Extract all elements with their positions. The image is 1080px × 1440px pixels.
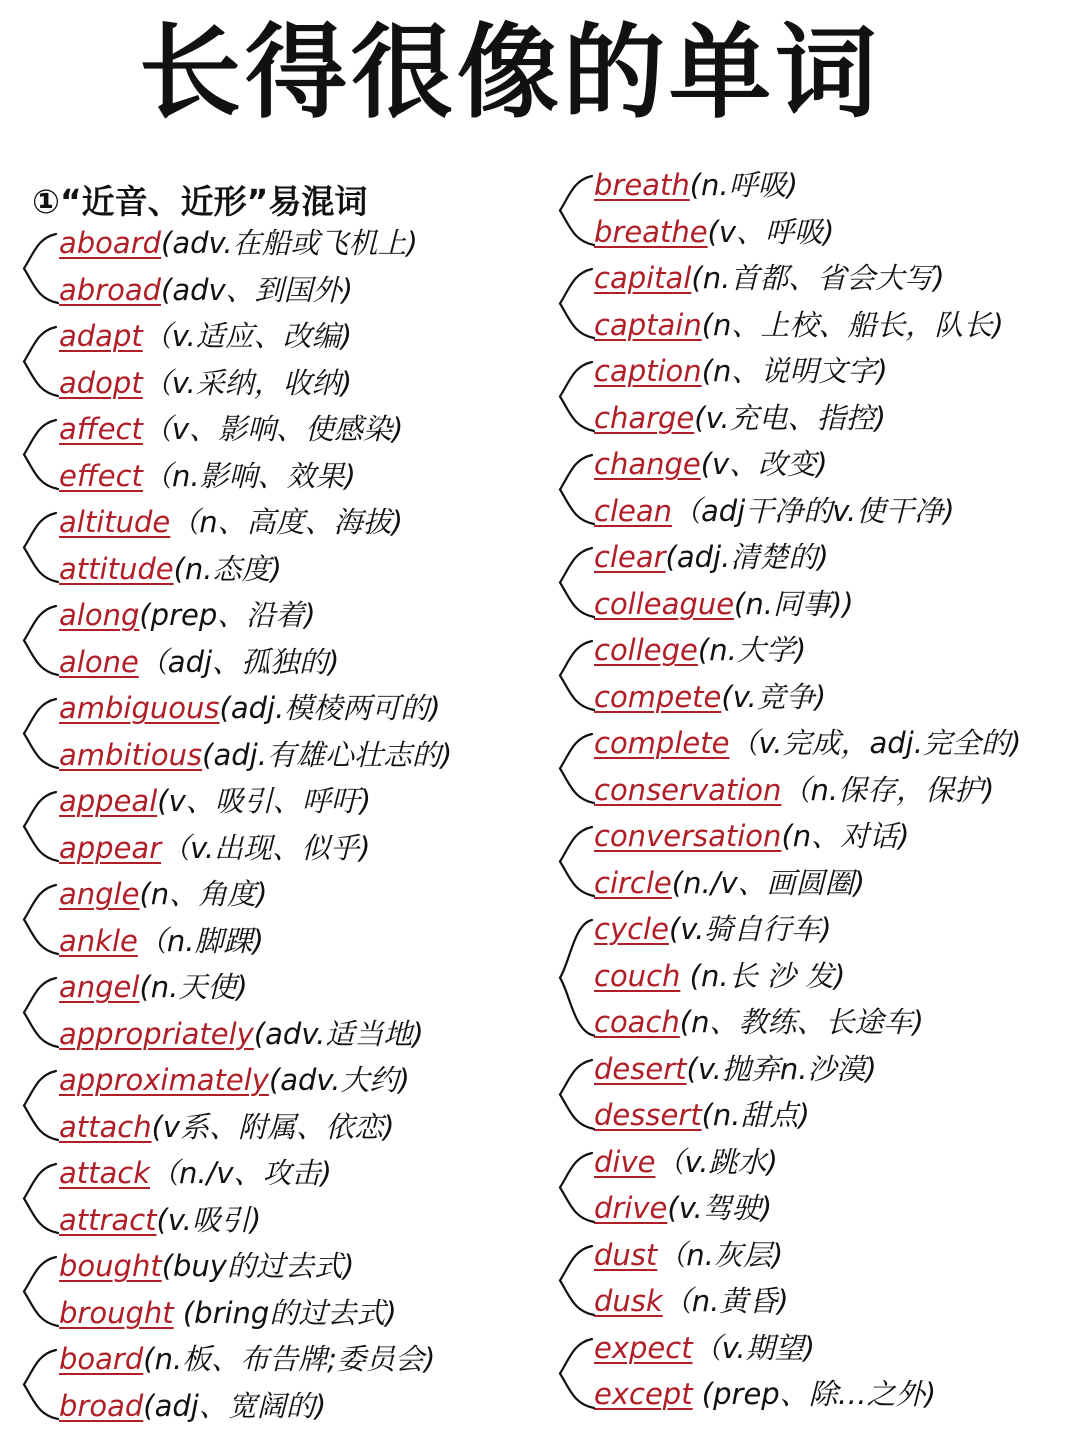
bracket-icon: [14, 1243, 64, 1336]
word-group: [540, 534, 1080, 627]
word-entry: [0, 360, 560, 407]
word-meaning: （n.保存，保护): [781, 772, 995, 807]
bracket-icon: [550, 441, 600, 534]
word-group: [0, 499, 560, 592]
english-word: attitude: [59, 551, 174, 586]
english-word: couch: [594, 958, 681, 993]
english-word: desert: [594, 1051, 687, 1086]
word-entry: [540, 813, 1080, 860]
word-meaning: (n.甜点): [701, 1098, 810, 1132]
english-word: conversation: [594, 819, 782, 853]
word-entry: [540, 1371, 1080, 1418]
word-entry: [0, 1290, 560, 1337]
word-entry: [0, 267, 560, 314]
word-entry: [0, 1336, 560, 1383]
word-meaning: (prep、除…之外): [692, 1377, 937, 1411]
bracket-icon: [550, 348, 600, 441]
word-entry: [540, 1278, 1080, 1325]
word-meaning: (adj、宽阔的): [143, 1388, 327, 1423]
bracket-icon: [14, 964, 64, 1057]
english-word: attract: [59, 1202, 157, 1237]
word-group: [0, 1243, 560, 1336]
bracket-icon: [550, 813, 600, 906]
word-entry: [0, 1383, 560, 1430]
word-entry: [540, 627, 1080, 674]
word-entry: [540, 348, 1080, 395]
english-word: effect: [59, 458, 143, 493]
word-meaning: (adv.大约): [268, 1063, 410, 1097]
word-meaning: (n.天使): [139, 970, 248, 1004]
word-entry: [0, 778, 560, 825]
word-entry: [0, 732, 560, 779]
word-meaning: (n、说明文字): [701, 354, 888, 388]
word-entry: [540, 488, 1080, 535]
word-meaning: (v、呼吸): [707, 214, 835, 249]
word-meaning: (n.首都、省会大写): [691, 261, 945, 295]
word-meaning: （v.适应、改编): [142, 319, 353, 353]
bracket-icon: [550, 1232, 600, 1325]
word-group: [540, 720, 1080, 813]
word-group: [540, 1232, 1080, 1325]
word-meaning: (n.同事)): [734, 586, 854, 621]
word-entry: [540, 1325, 1080, 1372]
english-word: ambitious: [59, 737, 203, 772]
word-meaning: (adv.在船或飞机上): [161, 226, 418, 260]
word-group: [540, 348, 1080, 441]
english-word: brought: [59, 1295, 174, 1330]
word-meaning: (v.竞争): [721, 679, 827, 714]
english-word: clear: [594, 540, 666, 574]
left-word-column: [0, 220, 560, 1429]
word-group: [0, 685, 560, 778]
english-word: captain: [594, 307, 702, 342]
english-word: dusk: [594, 1284, 663, 1318]
bracket-icon: [550, 534, 600, 627]
word-entry: [540, 534, 1080, 581]
word-group: [0, 1336, 560, 1429]
english-word: dive: [594, 1144, 656, 1179]
bracket-icon: [14, 406, 64, 499]
word-entry: [540, 302, 1080, 349]
english-word: compete: [594, 679, 722, 714]
word-entry: [540, 953, 1080, 1000]
english-word: dust: [594, 1237, 658, 1272]
word-entry: [0, 499, 560, 546]
english-word: change: [594, 447, 701, 481]
bracket-icon: [14, 871, 64, 964]
word-entry: [0, 406, 560, 453]
word-entry: [0, 871, 560, 918]
english-word: along: [59, 598, 140, 632]
english-word: appropriately: [59, 1016, 254, 1051]
word-meaning: (adv、到国外): [161, 272, 354, 307]
word-meaning: （v.出现、似乎): [161, 830, 371, 865]
word-meaning: （n./v、攻击): [150, 1156, 332, 1190]
english-word: board: [59, 1342, 144, 1376]
word-meaning: （v、影响、使感染): [142, 412, 404, 446]
english-word: breath: [594, 168, 690, 202]
word-meaning: (n、对话): [781, 819, 910, 853]
word-meaning: (v.抛弃n.沙漠): [686, 1051, 877, 1086]
word-meaning: （n.灰层): [657, 1237, 784, 1272]
word-entry: [540, 1092, 1080, 1139]
bracket-icon: [550, 1325, 600, 1418]
english-word: ankle: [59, 923, 138, 958]
word-entry: [540, 1139, 1080, 1186]
english-word: alone: [59, 644, 139, 679]
bracket-icon: [14, 1150, 64, 1243]
word-meaning: (v.骑自行车): [668, 912, 832, 946]
section-heading: ①“近音、近形”易混词: [32, 182, 368, 221]
bracket-icon: [14, 1336, 64, 1429]
word-meaning: (n.长 沙 发): [680, 958, 846, 993]
word-group: [540, 255, 1080, 348]
word-group: [0, 871, 560, 964]
word-meaning: (n./v、画圆圈): [671, 865, 865, 900]
word-group: [0, 964, 560, 1057]
english-word: circle: [594, 865, 672, 900]
word-entry: [0, 546, 560, 593]
bracket-icon: [14, 1057, 64, 1150]
word-entry: [0, 1057, 560, 1104]
page-title: 长得很像的单词: [139, 14, 881, 133]
word-meaning: （v.采纳，收纳): [142, 365, 353, 400]
word-meaning: (v、吸引、呼吁): [157, 784, 372, 818]
english-word: aboard: [59, 226, 162, 260]
english-word: charge: [594, 400, 695, 435]
word-entry: [0, 592, 560, 639]
word-entry: [0, 1197, 560, 1244]
word-entry: [540, 255, 1080, 302]
word-entry: [0, 313, 560, 360]
word-entry: [0, 220, 560, 267]
word-entry: [540, 767, 1080, 814]
word-entry: [540, 441, 1080, 488]
word-group: [0, 406, 560, 499]
english-word: altitude: [59, 505, 171, 539]
word-entry: [540, 999, 1080, 1046]
word-meaning: (v系、附属、依恋): [151, 1109, 395, 1144]
word-entry: [540, 1046, 1080, 1093]
english-word: cycle: [594, 912, 669, 946]
word-entry: [0, 685, 560, 732]
english-word: conservation: [594, 772, 782, 807]
bracket-icon: [550, 1046, 600, 1139]
word-meaning: （n.脚踝): [137, 923, 264, 958]
bracket-icon: [550, 627, 600, 720]
word-entry: [540, 860, 1080, 907]
english-word: dessert: [594, 1098, 702, 1132]
english-word: college: [594, 633, 698, 667]
english-word: affect: [59, 412, 143, 446]
word-entry: [0, 453, 560, 500]
english-word: angle: [59, 877, 140, 911]
word-group: [540, 627, 1080, 720]
word-meaning: （v.完成，adj.完全的): [729, 726, 1022, 760]
bracket-icon: [14, 685, 64, 778]
bracket-icon: [550, 162, 600, 255]
english-word: appear: [59, 830, 162, 865]
word-meaning: (n.板、布告牌;委员会): [143, 1342, 436, 1376]
word-entry: [540, 674, 1080, 721]
english-word: abroad: [59, 272, 162, 307]
right-word-column: [540, 162, 1080, 1418]
word-meaning: （adj干净的v.使干净): [672, 493, 955, 528]
word-group: [0, 1057, 560, 1150]
word-group: [540, 1325, 1080, 1418]
word-meaning: （adj、孤独的): [138, 644, 340, 679]
bracket-icon: [14, 592, 64, 685]
word-entry: [540, 581, 1080, 628]
english-word: attach: [59, 1109, 152, 1144]
word-meaning: (v.吸引): [156, 1202, 262, 1237]
word-entry: [540, 395, 1080, 442]
word-entry: [540, 162, 1080, 209]
word-meaning: (n.态度): [173, 551, 282, 586]
word-meaning: (adj.模棱两可的): [219, 691, 441, 725]
word-meaning: (n、上校、船长，队长): [701, 307, 1004, 342]
english-word: adapt: [59, 319, 143, 353]
english-word: appeal: [59, 784, 158, 818]
word-meaning: （n.黄昏): [662, 1284, 789, 1318]
english-word: complete: [594, 726, 730, 760]
bracket-icon: [14, 313, 64, 406]
english-word: caption: [594, 354, 702, 388]
word-meaning: (n.大学): [697, 633, 807, 667]
english-word: breathe: [594, 214, 708, 249]
english-word: angel: [59, 970, 140, 1004]
word-entry: [540, 720, 1080, 767]
word-entry: [0, 1011, 560, 1058]
word-meaning: (n、角度): [139, 877, 268, 911]
word-entry: [540, 209, 1080, 256]
word-meaning: （n.影响、效果): [142, 458, 356, 493]
word-group: [0, 313, 560, 406]
word-meaning: （v.跳水): [655, 1144, 778, 1179]
english-word: broad: [59, 1388, 144, 1423]
english-word: ambiguous: [59, 691, 220, 725]
word-entry: [0, 1243, 560, 1290]
word-meaning: （n、高度、海拔): [170, 505, 403, 539]
word-entry: [540, 1185, 1080, 1232]
word-entry: [540, 906, 1080, 953]
word-meaning: (prep、沿着): [139, 598, 316, 632]
word-group: [0, 592, 560, 685]
word-meaning: （v.期望): [692, 1330, 815, 1365]
english-word: colleague: [594, 586, 735, 621]
word-entry: [0, 639, 560, 686]
word-group: [540, 1046, 1080, 1139]
english-word: except: [594, 1377, 693, 1411]
word-meaning: (bring的过去式): [173, 1295, 397, 1330]
word-meaning: (n、教练、长途车): [679, 1005, 924, 1039]
word-meaning: (adj.有雄心壮志的): [202, 737, 453, 772]
bracket-icon: [14, 499, 64, 592]
english-word: capital: [594, 261, 692, 295]
word-group: [0, 1150, 560, 1243]
word-group: [540, 906, 1080, 1046]
english-word: clean: [594, 493, 672, 528]
word-group: [540, 1139, 1080, 1232]
bracket-icon: [14, 220, 64, 313]
word-entry: [0, 1150, 560, 1197]
bracket-icon: [550, 906, 600, 1046]
word-entry: [0, 918, 560, 965]
word-group: [540, 441, 1080, 534]
english-word: expect: [594, 1330, 693, 1365]
english-word: attack: [59, 1156, 151, 1190]
word-meaning: (v、改变): [700, 447, 828, 481]
english-word: adopt: [59, 365, 143, 400]
word-meaning: (v.充电、指控): [694, 400, 886, 435]
word-meaning: (v.驾驶): [667, 1191, 773, 1225]
english-word: approximately: [59, 1063, 269, 1097]
word-group: [0, 220, 560, 313]
bracket-icon: [14, 778, 64, 871]
word-meaning: (n.呼吸): [689, 168, 798, 202]
word-entry: [0, 825, 560, 872]
word-group: [0, 778, 560, 871]
word-entry: [0, 1104, 560, 1151]
bracket-icon: [550, 1139, 600, 1232]
word-entry: [540, 1232, 1080, 1279]
word-meaning: (adj.清楚的): [665, 540, 829, 574]
english-word: drive: [594, 1191, 668, 1225]
word-group: [540, 813, 1080, 906]
word-group: [540, 162, 1080, 255]
word-meaning: (buy的过去式): [161, 1249, 355, 1283]
english-word: bought: [59, 1249, 162, 1283]
word-meaning: (adv.适当地): [253, 1016, 424, 1051]
bracket-icon: [550, 255, 600, 348]
bracket-icon: [550, 720, 600, 813]
word-entry: [0, 964, 560, 1011]
english-word: coach: [594, 1005, 680, 1039]
